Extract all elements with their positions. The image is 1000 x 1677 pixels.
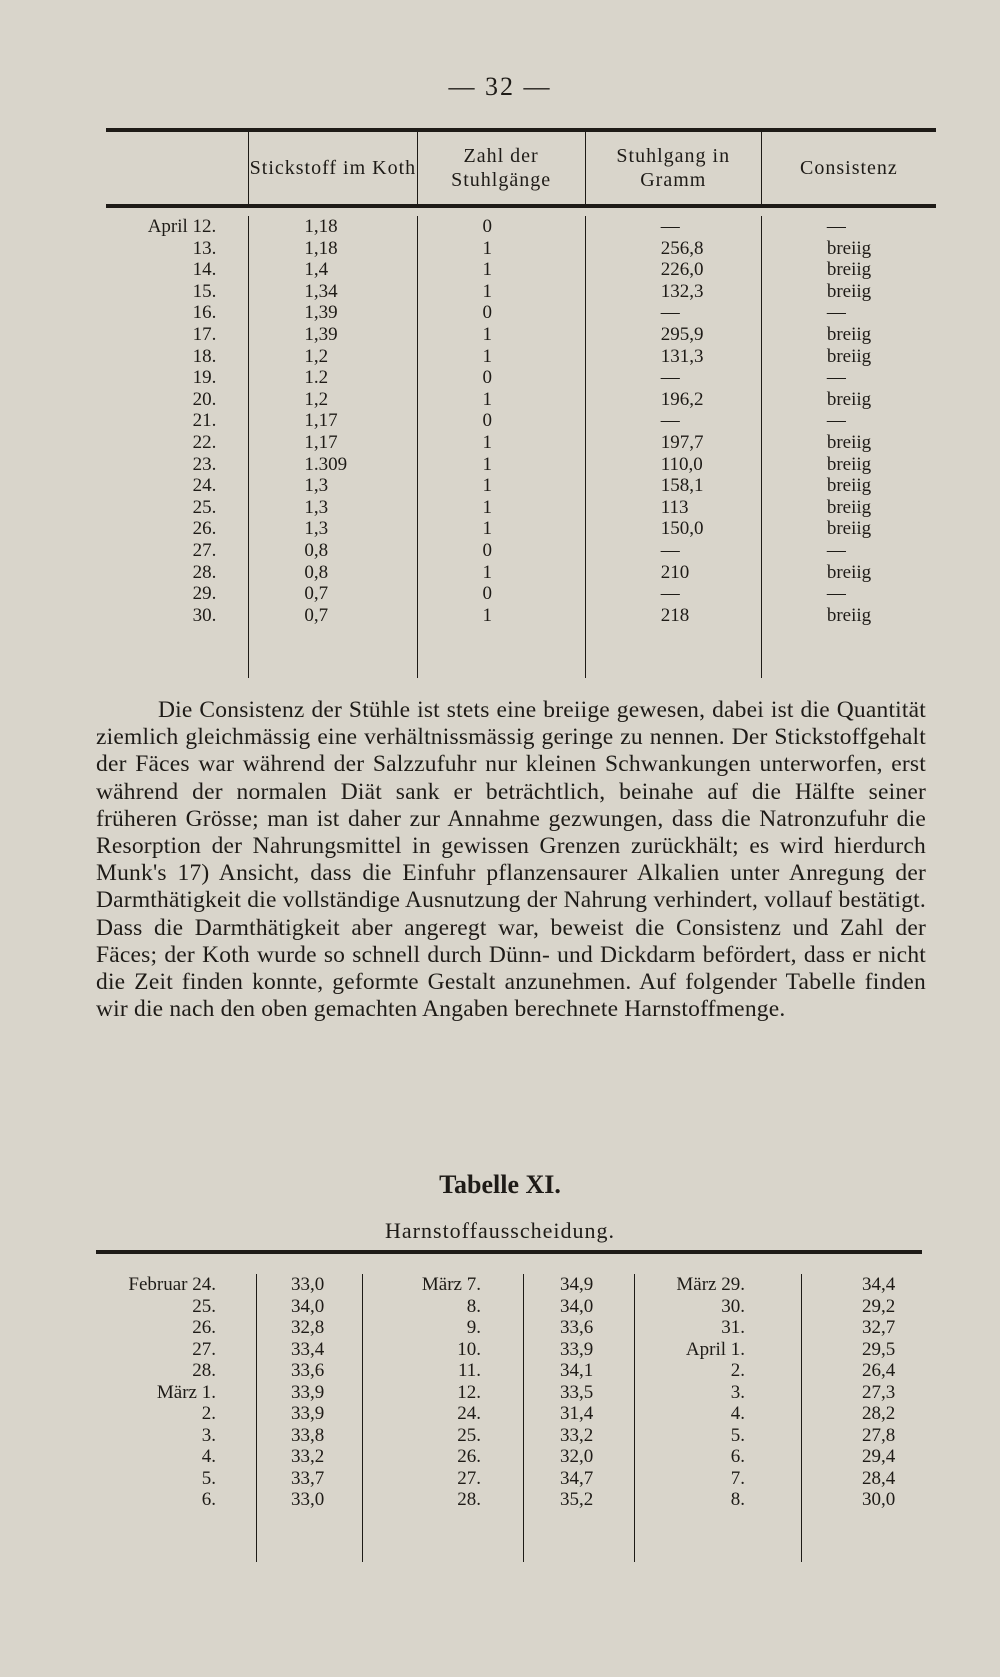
header-gramm: Stuhlgang in Gramm [586, 132, 762, 204]
table-cell-consistenz: breiig [826, 496, 872, 518]
table-cell-date: März 1. [156, 1381, 216, 1403]
header-stickstoff: Stickstoff im Koth [249, 132, 417, 204]
table-cell-value: 32,8 [291, 1317, 325, 1338]
table-cell-date: 5. [201, 1467, 216, 1489]
table-cell-date: März 29. [676, 1274, 745, 1295]
table-cell-value: 33,4 [291, 1338, 325, 1360]
paragraph-text: Die Consistenz der Stühle ist stets eine breiige gewesen, dabei ist die Quantität ziemlich gleichmässig eine verhältnissmässig geringe zu nennen. Der Stickstoffgehalt der Fäces war während der Salzzufuhr nur kleinen Schwankungen unterworfen, erst während der normalen Diät sank er beträchtlich, beinahe auf die Hälfte seiner früheren Grösse; man ist daher zur Annahme gezwungen, dass die Natronzufuhr die Resorption der Nahrungsmittel in gewissen Grenzen zurückhält; es wird hierdurch Munk's 17) Ansicht, dass die Einfuhr pflanzensaurer Alkalien unter Anregung der Darmthätigkeit die vollständige Ausnutzung der Nahrung verhindert, vollauf bestätigt. Dass die Darmthätigkeit aber angeregt war, beweist die Consistenz und Zahl der Fäces; der Koth wurde so schnell durch Dünn- und Dickdarm befördert, dass er nicht die Zeit finden konnte, geformte Gestalt anzunehmen. Auf folgender Tabelle finden wir die nach den oben gemachten Angaben berechnete Harnstoffmenge. [96, 697, 926, 1023]
table-cell-value: 33,6 [291, 1360, 325, 1381]
table-cell-date: 12. [457, 1381, 481, 1403]
table-cell-value: 33,0 [291, 1489, 325, 1510]
table-cell-stickstoff: 1,4 [304, 259, 329, 281]
table-cell-gramm: 210 [660, 561, 690, 583]
table-cell-gramm: 256,8 [660, 237, 704, 259]
table-cell-zahl: 1 [482, 475, 492, 497]
table-cell-consistenz: breiig [826, 561, 872, 583]
table-cell-date: 17. [192, 323, 217, 345]
column-consistenz [762, 216, 936, 678]
table-body [96, 1254, 922, 1562]
table-cell-value: 34,9 [560, 1274, 594, 1295]
column-values-2 [524, 1274, 635, 1562]
table-cell-stickstoff: 1,18 [304, 237, 338, 259]
table-cell-date: 28. [192, 561, 217, 583]
urea-table [96, 1250, 922, 1562]
table-cell-zahl: 1 [482, 518, 492, 540]
table-cell-value: 33,9 [560, 1338, 594, 1360]
table-cell-zahl: 0 [482, 539, 492, 561]
table-cell-value: 29,5 [862, 1338, 896, 1360]
table-cell-date: 26. [192, 518, 217, 540]
table-cell-stickstoff: 1,3 [304, 518, 329, 540]
table-cell-date: 23. [192, 453, 217, 475]
table-cell-value: 30,0 [862, 1489, 896, 1510]
table-cell-value: 35,2 [560, 1489, 594, 1510]
column-dates-2 [363, 1274, 524, 1562]
table-cell-consistenz: breiig [826, 453, 872, 475]
table-cell-stickstoff: 1,39 [304, 323, 338, 345]
table-cell-gramm: 158,1 [660, 475, 704, 497]
table-cell-zahl: 1 [482, 345, 492, 367]
table-cell-date: 30. [721, 1295, 745, 1317]
table-cell-stickstoff: 1,2 [304, 345, 329, 367]
header-zahl: Zahl der Stuhlgänge [418, 132, 586, 204]
table-cell-gramm: 110,0 [660, 453, 703, 475]
table-cell-gramm: 218 [660, 604, 690, 626]
table-cell-date: April 12. [147, 216, 217, 237]
page-number: — 32 — [448, 72, 552, 101]
table-cell-date: 6. [201, 1489, 216, 1510]
table-cell-zahl: 0 [482, 216, 492, 237]
table-cell-stickstoff: 1,34 [304, 280, 338, 302]
table-cell-zahl: 1 [482, 604, 492, 626]
table-cell-stickstoff: 1,3 [304, 496, 329, 518]
table-cell-stickstoff: 0,7 [304, 583, 329, 605]
table-cell-date: März 7. [421, 1274, 481, 1295]
table-cell-date: 25. [192, 1295, 216, 1317]
table-cell-value: 32,7 [862, 1317, 896, 1338]
table-cell-consistenz: breiig [826, 237, 872, 259]
table-cell-date: 2. [201, 1403, 216, 1424]
table-cell-consistenz: breiig [826, 280, 872, 302]
table-cell-date: 18. [192, 345, 217, 367]
table-cell-value: 34,4 [862, 1274, 896, 1295]
table-cell-consistenz: — [826, 216, 846, 237]
table-cell-value: 28,4 [862, 1467, 896, 1489]
table-cell-date: 25. [192, 496, 217, 518]
table-cell-value: 33,2 [560, 1424, 594, 1446]
table-title: Tabelle XI. [439, 1170, 561, 1199]
table-cell-date: 26. [192, 1317, 216, 1338]
table-cell-stickstoff: 0,7 [304, 604, 329, 626]
table-cell-value: 34,0 [560, 1295, 594, 1317]
table-cell-gramm: 113 [660, 496, 689, 518]
table-cell-value: 29,4 [862, 1446, 896, 1467]
table-cell-zahl: 1 [482, 280, 492, 302]
table-cell-stickstoff: 1,17 [304, 410, 338, 432]
table-cell-date: 28. [457, 1489, 481, 1510]
table-cell-consistenz: — [826, 367, 846, 389]
table-cell-date: 3. [730, 1381, 745, 1403]
table-subtitle: Harnstoffausscheidung. [385, 1218, 615, 1243]
table-cell-date: 25. [457, 1424, 481, 1446]
table-cell-stickstoff: 1,3 [304, 475, 329, 497]
table-cell-date: April 1. [685, 1338, 745, 1360]
column-stickstoff [249, 216, 417, 678]
table-cell-value: 26,4 [862, 1360, 896, 1381]
table-cell-date: 31. [721, 1317, 745, 1338]
header-consistenz: Consistenz [800, 157, 898, 179]
column-dates-1 [96, 1274, 257, 1562]
table-cell-zahl: 1 [482, 237, 492, 259]
table-cell-consistenz: — [826, 539, 846, 561]
table-cell-zahl: 1 [482, 496, 492, 518]
table-cell-date: 11. [457, 1360, 481, 1381]
table-cell-zahl: 0 [482, 410, 492, 432]
column-dates-3 [635, 1274, 802, 1562]
table-cell-consistenz: breiig [826, 388, 872, 410]
table-cell-gramm: 226,0 [660, 259, 704, 281]
table-cell-value: 33,9 [291, 1403, 325, 1424]
table-cell-stickstoff: 0,8 [304, 561, 329, 583]
table-cell-date: 5. [730, 1424, 745, 1446]
table-cell-date: 27. [192, 539, 217, 561]
table-cell-value: 33,6 [560, 1317, 594, 1338]
table-cell-date: 24. [457, 1403, 481, 1424]
table-cell-zahl: 0 [482, 302, 492, 324]
table-cell-date: 4. [201, 1446, 216, 1467]
table-cell-consistenz: breiig [826, 604, 872, 626]
table-cell-date: 16. [192, 302, 217, 324]
table-cell-stickstoff: 1.2 [304, 367, 329, 389]
table-cell-consistenz: breiig [826, 518, 872, 540]
table-cell-date: 8. [730, 1489, 745, 1510]
column-values-1 [257, 1274, 363, 1562]
table-cell-value: 33,0 [291, 1274, 325, 1295]
table-cell-value: 33,9 [291, 1381, 325, 1403]
table-cell-zahl: 0 [482, 583, 492, 605]
table-cell-consistenz: breiig [826, 475, 872, 497]
table-cell-zahl: 1 [482, 453, 492, 475]
table-cell-zahl: 1 [482, 388, 492, 410]
table-cell-date: 6. [730, 1446, 745, 1467]
stool-table [106, 128, 936, 678]
table-cell-value: 34,1 [560, 1360, 594, 1381]
table-cell-date: 30. [192, 604, 217, 626]
table-cell-zahl: 1 [482, 561, 492, 583]
table-cell-zahl: 1 [482, 431, 492, 453]
table-cell-gramm: 197,7 [660, 431, 704, 453]
table-cell-gramm: — [660, 539, 680, 561]
table-cell-date: 27. [192, 1338, 216, 1360]
table-cell-zahl: 1 [482, 259, 492, 281]
table-cell-value: 33,8 [291, 1424, 325, 1446]
table-cell-date: 9. [466, 1317, 481, 1338]
column-values-3 [802, 1274, 922, 1562]
table-cell-stickstoff: 1,39 [304, 302, 338, 324]
table-cell-gramm: — [660, 583, 680, 605]
table-cell-value: 27,8 [862, 1424, 896, 1446]
table-cell-date: 22. [192, 431, 217, 453]
table-cell-consistenz: — [826, 410, 846, 432]
table-cell-gramm: — [660, 216, 680, 237]
table-cell-consistenz: breiig [826, 323, 872, 345]
table-cell-gramm: — [660, 367, 680, 389]
table-cell-date: 24. [192, 475, 217, 497]
table-cell-gramm: — [660, 410, 680, 432]
table-cell-zahl: 1 [482, 323, 492, 345]
table-cell-consistenz: — [826, 583, 846, 605]
table-cell-value: 31,4 [560, 1403, 594, 1424]
table-cell-date: 10. [457, 1338, 481, 1360]
table-cell-value: 34,7 [560, 1467, 594, 1489]
table-cell-consistenz: — [826, 302, 846, 324]
header-date [106, 132, 249, 204]
table-cell-date: 2. [730, 1360, 745, 1381]
table-cell-consistenz: breiig [826, 259, 872, 281]
table-cell-zahl: 0 [482, 367, 492, 389]
table-cell-date: 3. [201, 1424, 216, 1446]
table-cell-value: 33,5 [560, 1381, 594, 1403]
table-cell-date: 14. [192, 259, 217, 281]
table-header [106, 132, 936, 205]
column-gramm [586, 216, 762, 678]
table-cell-stickstoff: 1,2 [304, 388, 329, 410]
table-cell-date: 28. [192, 1360, 216, 1381]
table-cell-stickstoff: 1,17 [304, 431, 338, 453]
table-cell-stickstoff: 1,18 [304, 216, 338, 237]
table-cell-gramm: — [660, 302, 680, 324]
table-cell-gramm: 196,2 [660, 388, 704, 410]
table-cell-gramm: 131,3 [660, 345, 704, 367]
table-cell-date: 26. [457, 1446, 481, 1467]
table-cell-date: 7. [730, 1467, 745, 1489]
table-cell-date: 20. [192, 388, 217, 410]
table-cell-date: 29. [192, 583, 217, 605]
table-cell-date: 21. [192, 410, 217, 432]
table-cell-gramm: 132,3 [660, 280, 704, 302]
table-cell-value: 32,0 [560, 1446, 594, 1467]
table-cell-gramm: 150,0 [660, 518, 704, 540]
table-cell-consistenz: breiig [826, 345, 872, 367]
table-cell-gramm: 295,9 [660, 323, 704, 345]
table-cell-value: 29,2 [862, 1295, 896, 1317]
table-cell-date: 27. [457, 1467, 481, 1489]
table-cell-date: 15. [192, 280, 217, 302]
table-body [106, 206, 936, 678]
table-cell-value: 34,0 [291, 1295, 325, 1317]
table-cell-stickstoff: 0,8 [304, 539, 329, 561]
table-cell-value: 33,2 [291, 1446, 325, 1467]
table-cell-date: 8. [466, 1295, 481, 1317]
table-cell-value: 28,2 [862, 1403, 896, 1424]
table-cell-date: 4. [730, 1403, 745, 1424]
column-dates [106, 216, 249, 678]
table-cell-value: 27,3 [862, 1381, 896, 1403]
table-cell-date: Februar 24. [128, 1274, 216, 1295]
table-cell-date: 13. [192, 237, 217, 259]
body-paragraph [96, 697, 926, 1023]
table-cell-consistenz: breiig [826, 431, 872, 453]
table-cell-stickstoff: 1.309 [304, 453, 348, 475]
table-cell-value: 33,7 [291, 1467, 325, 1489]
table-cell-date: 19. [192, 367, 217, 389]
column-zahl [418, 216, 586, 678]
